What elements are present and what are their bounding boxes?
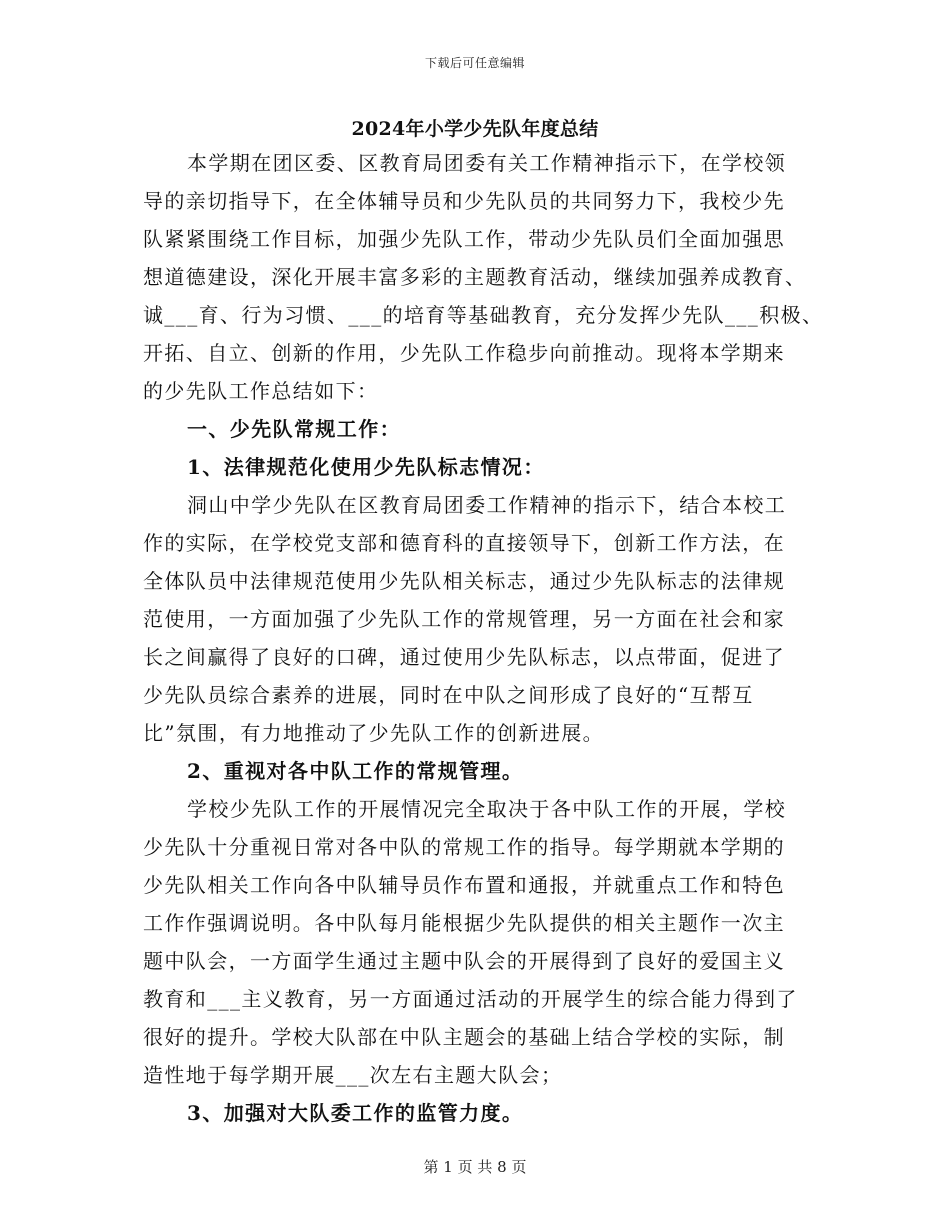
paragraph-line: 少先队相关工作向各中队辅导员作布置和通报，并就重点工作和特色 [143,873,785,897]
paragraph-line: 工作作强调说明。各中队每月能根据少先队提供的相关主题作一次主 [143,911,785,935]
paragraph-line: 本学期在团区委、区教育局团委有关工作精神指示下，在学校领 [187,151,787,175]
paragraph-line: 队紧紧围绕工作目标，加强少先队工作，带动少先队员们全面加强思 [143,227,785,251]
page-number: 第 1 页 共 8 页 [423,1158,527,1176]
paragraph-line: 开拓、自立、创新的作用，少先队工作稳步向前推动。现将本学期来 [143,341,785,365]
subsection-heading: 3、加强对大队委工作的监管力度。 [187,1101,524,1125]
header-note: 下载后可任意编辑 [424,56,525,70]
paragraph-line: 诚___育、行为习惯、___的培育等基础教育，充分发挥少先队___积极、 [143,303,824,327]
paragraph-line: 造性地于每学期开展___次左右主题大队会； [143,1063,563,1087]
paragraph-line: 少先队十分重视日常对各中队的常规工作的指导。每学期就本学期的 [143,835,785,859]
paragraph-line: 导的亲切指导下，在全体辅导员和少先队员的共同努力下，我校少先 [143,189,785,213]
paragraph-line: 比”氛围，有力地推动了少先队工作的创新进展。 [143,721,605,745]
paragraph-line: 学校少先队工作的开展情况完全取决于各中队工作的开展，学校 [187,797,787,821]
paragraph-line: 想道德建设，深化开展丰富多彩的主题教育活动，继续加强养成教育、 [143,265,807,289]
section-heading: 一、少先队常规工作： [187,417,401,441]
paragraph-line: 作的实际，在学校党支部和德育科的直接领导下，创新工作方法，在 [143,531,785,555]
paragraph-line: 题中队会，一方面学生通过主题中队会的开展得到了良好的爱国主义 [143,949,785,973]
paragraph-line: 全体队员中法律规范使用少先队相关标志，通过少先队标志的法律规 [143,569,785,593]
paragraph-line: 很好的提升。学校大队部在中队主题会的基础上结合学校的实际，制 [143,1025,785,1049]
paragraph-line: 范使用，一方面加强了少先队工作的常规管理，另一方面在社会和家 [143,607,785,631]
paragraph-line: 的少先队工作总结如下： [143,379,379,403]
subsection-heading: 1、法律规范化使用少先队标志情况： [187,455,545,479]
paragraph-line: 教育和___主义教育，另一方面通过活动的开展学生的综合能力得到了 [143,987,798,1011]
paragraph-line: 长之间赢得了良好的口碑，通过使用少先队标志，以点带面，促进了 [143,645,785,669]
paragraph-line: 少先队员综合素养的进展，同时在中队之间形成了良好的“互帮互 [143,683,754,707]
document-title: 2024年小学少先队年度总结 [351,118,599,140]
paragraph-line: 洞山中学少先队在区教育局团委工作精神的指示下，结合本校工 [187,493,787,517]
subsection-heading: 2、重视对各中队工作的常规管理。 [187,759,524,783]
